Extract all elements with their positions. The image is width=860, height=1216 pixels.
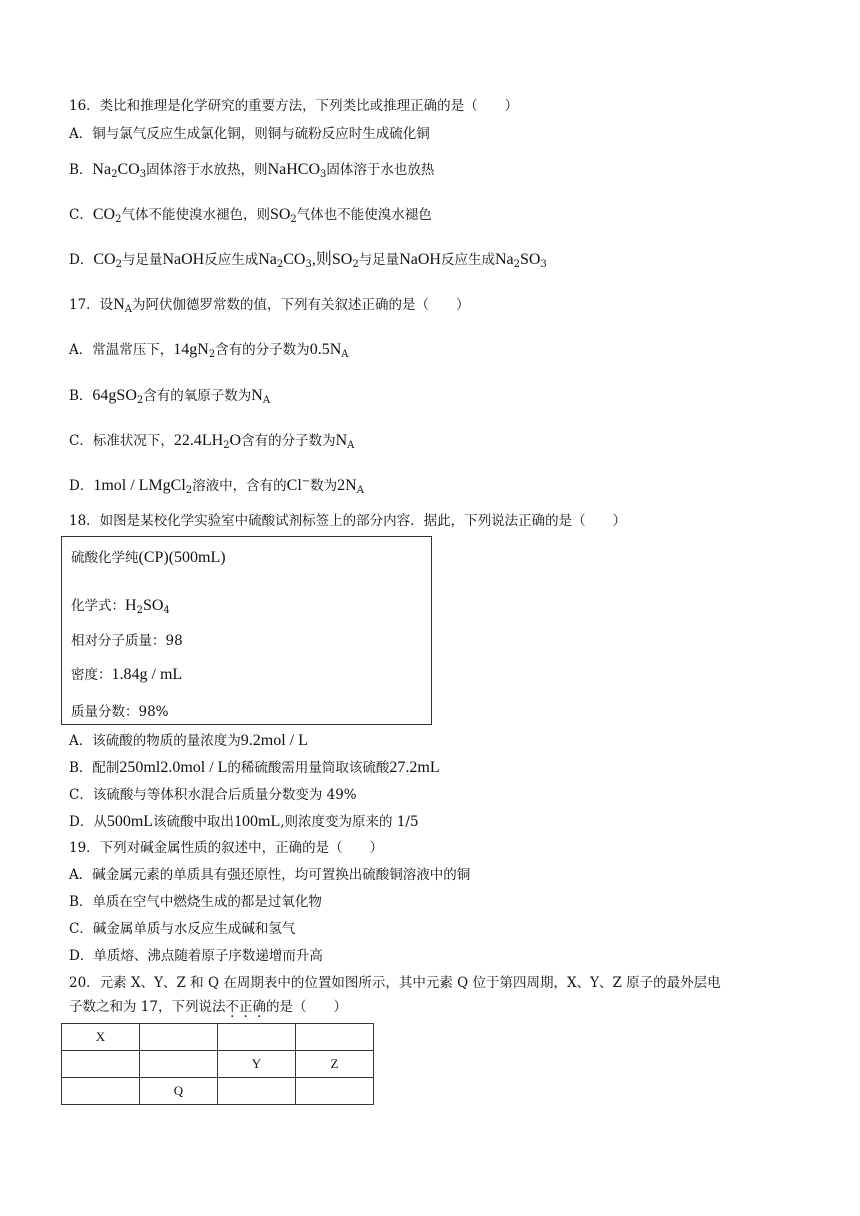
- q16-stem: 16．类比和推理是化学研究的重要方法，下列类比或推理正确的是（ ）: [69, 98, 519, 114]
- q16-option-d: D．$CO_2$与足量NaOH反应生成$Na_2CO_3$,则$SO_2$与足量NaOH反应生成$Na_2SO_3$: [69, 251, 547, 270]
- table-cell: [218, 1024, 296, 1051]
- table-cell: [140, 1024, 218, 1051]
- label-line-formula: 化学式：$H_2SO_4$: [71, 597, 170, 616]
- q19-option-a: A．碱金属元素的单质具有强还原性，均可置换出硫酸铜溶液中的铜: [69, 867, 471, 883]
- q18-stem: 18．如图是某校化学实验室中硫酸试剂标签上的部分内容．据此，下列说法正确的是（ ）: [69, 513, 627, 529]
- q19-option-d: D．单质熔、沸点随着原子序数递增而升高: [69, 948, 323, 964]
- reagent-label-box: [61, 536, 432, 725]
- table-cell: Z: [296, 1051, 374, 1078]
- table-cell: X: [62, 1024, 140, 1051]
- q18-option-c: C．该硫酸与等体积水混合后质量分数变为 49%: [69, 787, 357, 803]
- label-line-name: 硫酸化学纯(CP)(500mL): [71, 549, 226, 566]
- q19-option-c: C．碱金属单质与水反应生成碱和氢气: [69, 921, 296, 937]
- table-cell: [62, 1051, 140, 1078]
- table-cell: [62, 1078, 140, 1105]
- label-line-molar-mass: 相对分子质量：98: [71, 633, 183, 649]
- q18-option-b: B．配制250ml2.0mol / L的稀硫酸需用量筒取该硫酸27.2mL: [69, 759, 440, 776]
- label-line-density: 密度：1.84g / mL: [71, 666, 183, 683]
- q19-option-b: B．单质在空气中燃烧生成的都是过氧化物: [69, 894, 322, 910]
- q17-option-a: A．常温常压下，$14gN_2$含有的分子数为$0.5N_A$: [69, 341, 349, 360]
- q19-stem: 19．下列对碱金属性质的叙述中，正确的是（ ）: [69, 840, 384, 856]
- emphasis-char: 不: [225, 999, 239, 1015]
- q18-option-a: A．该硫酸的物质的量浓度为9.2mol / L: [69, 732, 308, 749]
- label-line-mass-fraction: 质量分数：98%: [71, 704, 169, 720]
- q17-option-b: B．64gSO$_2$含有的氧原子数为$N_A$: [69, 387, 271, 406]
- table-row: [62, 1051, 374, 1078]
- q16-option-c: C．$CO_2$气体不能使溴水褪色，则$SO_2$气体也不能使溴水褪色: [69, 206, 432, 225]
- table-cell: Y: [218, 1051, 296, 1078]
- table-row: [62, 1024, 374, 1051]
- emphasis-char: 正: [238, 999, 253, 1015]
- table-cell: [218, 1078, 296, 1105]
- periodic-table-fragment: [61, 1023, 374, 1105]
- q16-option-b: B．$Na_2CO_3$固体溶于水放热，则NaHCO$_3$固体溶于水也放热: [69, 161, 435, 180]
- q17-stem: 17．设$N_A$为阿伏伽德罗常数的值，下列有关叙述正确的是（ ）: [69, 296, 470, 315]
- table-cell: Q: [140, 1078, 218, 1105]
- table-row: [62, 1078, 374, 1105]
- q18-option-d: D．从500mL该硫酸中取出100mL,则浓度变为原来的 1/5: [69, 813, 419, 830]
- q20-stem-line2: 子数之和为 17，下列说法不正确的是（ ）: [69, 999, 347, 1015]
- q16-option-a: A．铜与氯气反应生成氯化铜，则铜与硫粉反应时生成硫化铜: [69, 126, 430, 142]
- q17-option-c: C．标准状况下，$22.4LH_2O$含有的分子数为$N_A$: [69, 432, 355, 451]
- table-cell: [296, 1078, 374, 1105]
- q20-stem-line1: 20．元素 X、Y、Z 和 Q 在周期表中的位置如图所示，其中元素 Q 位于第四周期，X、Y、Z 原子的最外层电: [69, 975, 721, 991]
- q17-option-d: D．1mol / LMgCl$_2$溶液中，含有的Cl−数为$2N_A$: [69, 476, 364, 496]
- table-cell: [140, 1051, 218, 1078]
- emphasis-char: 确: [252, 999, 266, 1015]
- table-cell: [296, 1024, 374, 1051]
